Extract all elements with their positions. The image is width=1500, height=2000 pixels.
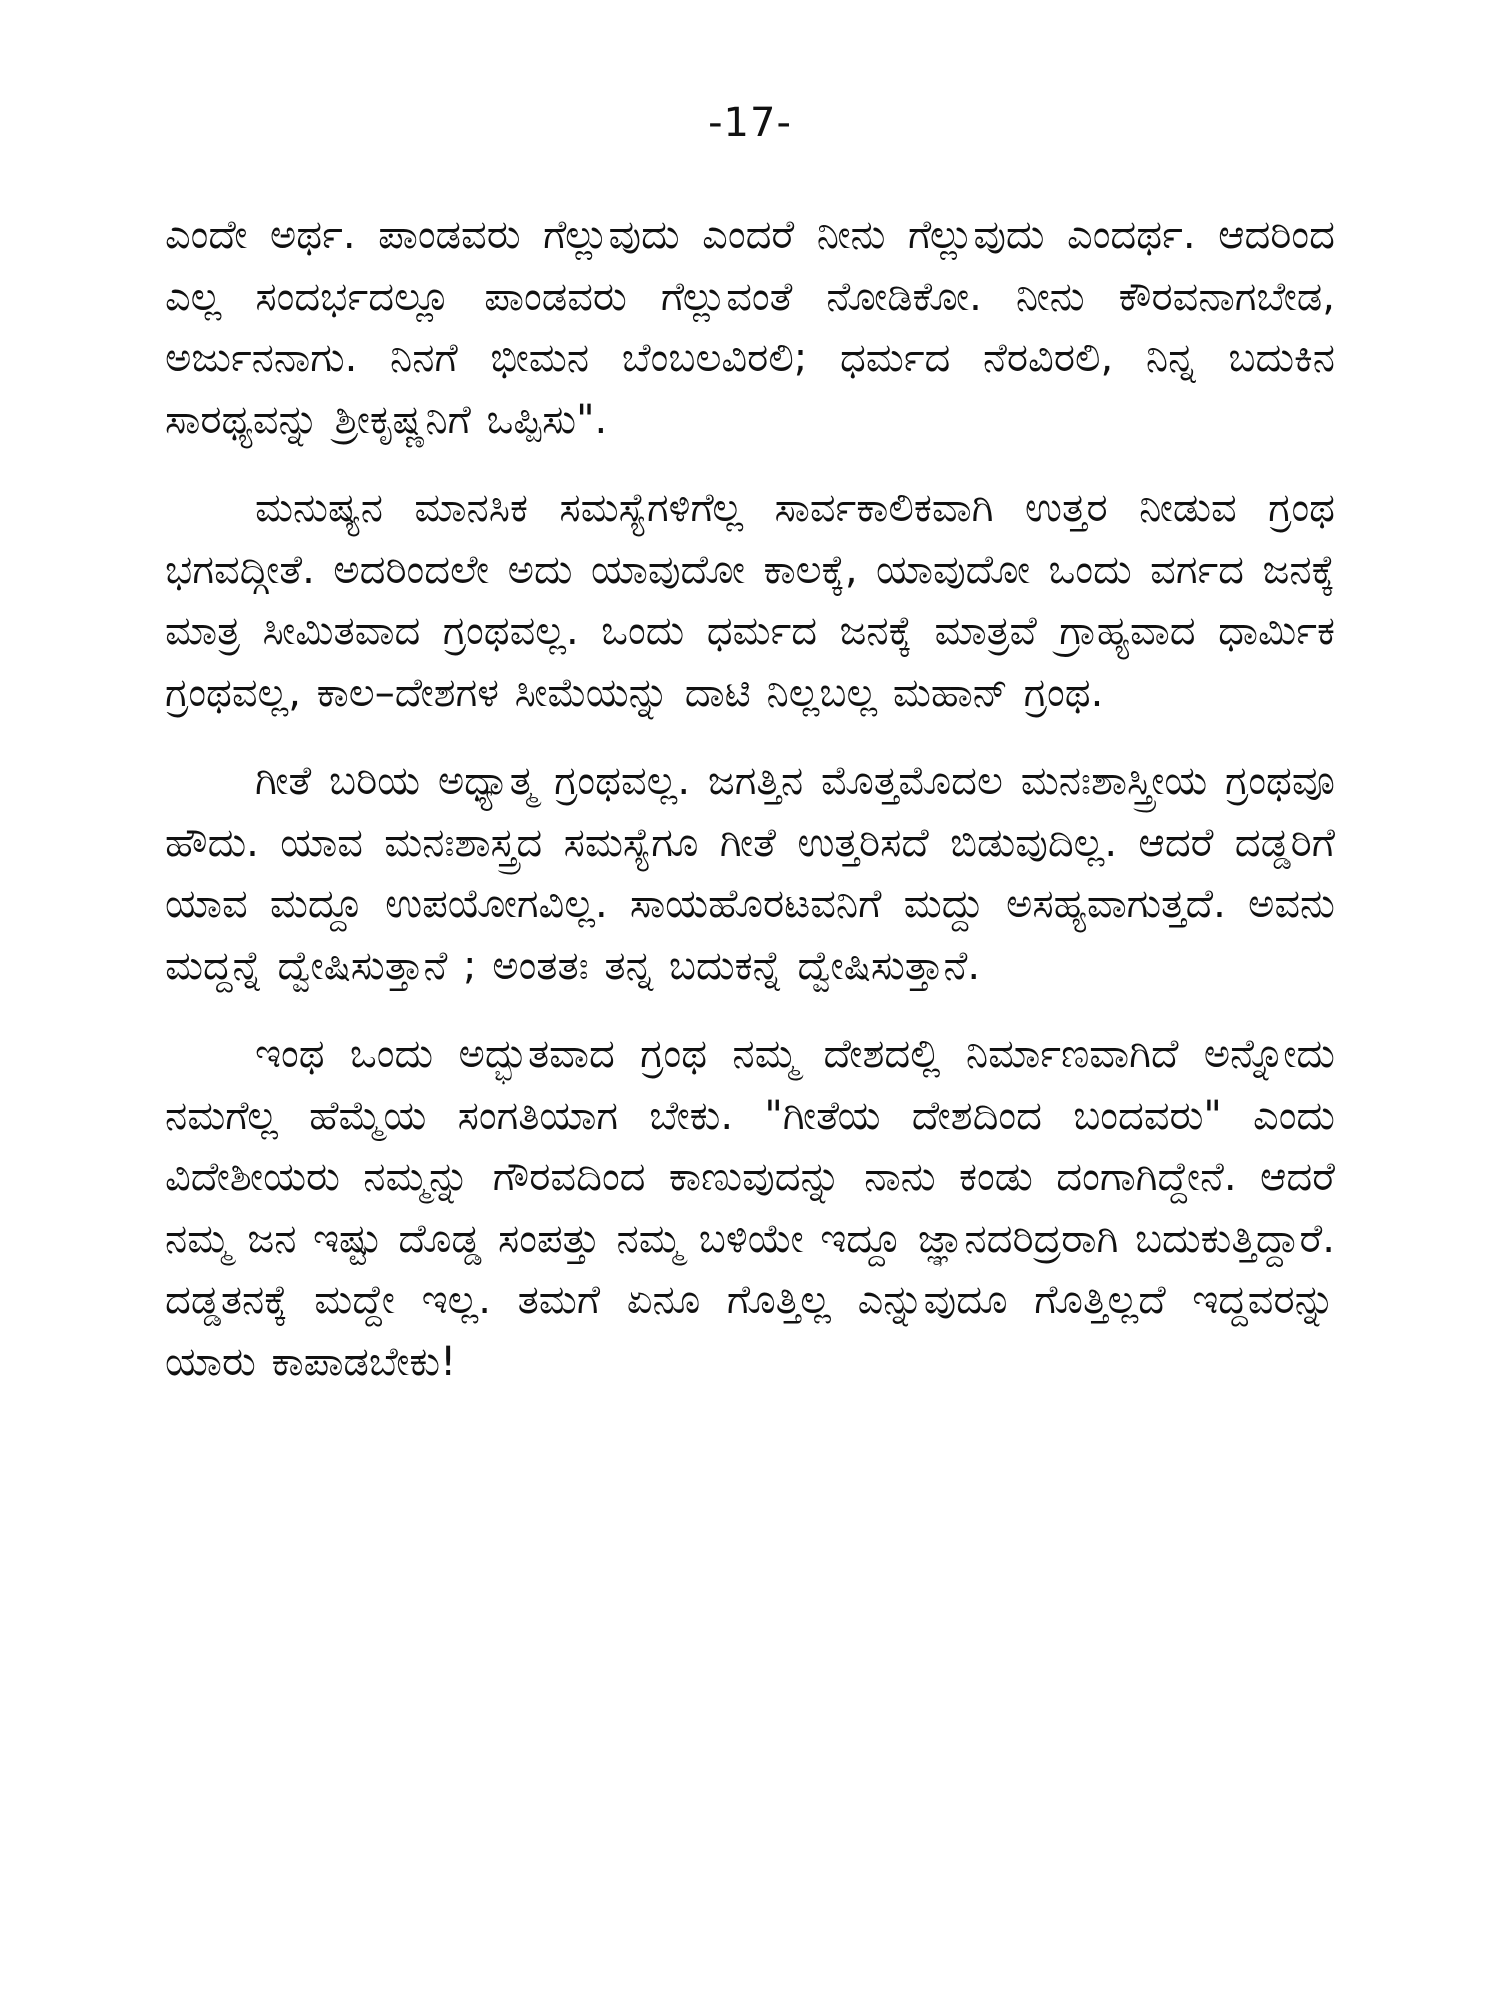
page-number: -17- <box>708 100 792 146</box>
body-text <box>165 205 1335 1420</box>
paragraph-bhagavad-gita-answers: ಮನುಷ್ಯನ ಮಾನಸಿಕ ಸಮಸ್ಯೆಗಳಿಗೆಲ್ಲ ಸಾರ್ವಕಾಲಿಕವಾಗಿ ಉತ್ತರ ನೀಡುವ ಗ್ರಂಥ ಭಗವದ್ಗೀತೆ. ಅದರಿಂದಲೇ ಅದು ಯಾವುದೋ ಕಾಲಕ್ಕೆ, ಯಾವುದೋ ಒಂದು ವರ್ಗದ ಜನಕ್ಕೆ ಮಾತ್ರ ಸೀಮಿತವಾದ ಗ್ರಂಥವಲ್ಲ. ಒಂದು ಧರ್ಮದ ಜನಕ್ಕೆ ಮಾತ್ರವೆ ಗ್ರಾಹ್ಯವಾದ ಧಾರ್ಮಿಕ ಗ್ರಂಥವಲ್ಲ, ಕಾಲ–ದೇಶಗಳ ಸೀಮೆಯನ್ನು ದಾಟಿ ನಿಲ್ಲಬಲ್ಲ ಮಹಾನ್ ಗ್ರಂಥ. <box>165 485 1335 716</box>
paragraph-national-pride: ಇಂಥ ಒಂದು ಅದ್ಭುತವಾದ ಗ್ರಂಥ ನಮ್ಮ ದೇಶದಲ್ಲಿ ನಿರ್ಮಾಣವಾಗಿದೆ ಅನ್ನೋದು ನಮಗೆಲ್ಲ ಹೆಮ್ಮೆಯ ಸಂಗತಿಯಾಗ ಬೇಕು. "ಗೀತೆಯ ದೇಶದಿಂದ ಬಂದವರು" ಎಂದು ವಿದೇಶೀಯರು ನಮ್ಮನ್ನು ಗೌರವದಿಂದ ಕಾಣುವುದನ್ನು ನಾನು ಕಂಡು ದಂಗಾಗಿದ್ದೇನೆ. ಆದರೆ ನಮ್ಮ ಜನ ಇಷ್ಟು ದೊಡ್ಡ ಸಂಪತ್ತು ನಮ್ಮ ಬಳಿಯೇ ಇದ್ದೂ ಜ್ಞಾನದರಿದ್ರರಾಗಿ ಬದುಕುತ್ತಿದ್ದಾರೆ. ದಡ್ಡತನಕ್ಕೆ ಮದ್ದೇ ಇಲ್ಲ. ತಮಗೆ ಏನೂ ಗೊತ್ತಿಲ್ಲ ಎನ್ನುವುದೂ ಗೊತ್ತಿಲ್ಲದೆ ಇದ್ದವರನ್ನು ಯಾರು ಕಾಪಾಡಬೇಕು! <box>165 1031 1335 1385</box>
paragraph-gita-psychology: ಗೀತೆ ಬರಿಯ ಅಧ್ಯಾತ್ಮ ಗ್ರಂಥವಲ್ಲ. ಜಗತ್ತಿನ ಮೊತ್ತಮೊದಲ ಮನಃಶಾಸ್ತ್ರೀಯ ಗ್ರಂಥವೂ ಹೌದು. ಯಾವ ಮನಃಶಾಸ್ತ್ರದ ಸಮಸ್ಯೆಗೂ ಗೀತೆ ಉತ್ತರಿಸದೆ ಬಿಡುವುದಿಲ್ಲ. ಆದರೆ ದಡ್ಡರಿಗೆ ಯಾವ ಮದ್ದೂ ಉಪಯೋಗವಿಲ್ಲ. ಸಾಯಹೊರಟವನಿಗೆ ಮದ್ದು ಅಸಹ್ಯವಾಗುತ್ತದೆ. ಅವನು ಮದ್ದನ್ನೆ ದ್ವೇಷಿಸುತ್ತಾನೆ ; ಅಂತತಃ ತನ್ನ ಬದುಕನ್ನೆ ದ್ವೇಷಿಸುತ್ತಾನೆ. <box>165 758 1335 989</box>
paragraph-continuation: ಎಂದೇ ಅರ್ಥ. ಪಾಂಡವರು ಗೆಲ್ಲುವುದು ಎಂದರೆ ನೀನು ಗೆಲ್ಲುವುದು ಎಂದರ್ಥ. ಆದರಿಂದ ಎಲ್ಲ ಸಂದರ್ಭದಲ್ಲೂ ಪಾಂಡವರು ಗೆಲ್ಲುವಂತೆ ನೋಡಿಕೋ. ನೀನು ಕೌರವನಾಗಬೇಡ, ಅರ್ಜುನನಾಗು. ನಿನಗೆ ಭೀಮನ ಬೆಂಬಲವಿರಲಿ; ಧರ್ಮದ ನೆರವಿರಲಿ, ನಿನ್ನ ಬದುಕಿನ ಸಾರಥ್ಯವನ್ನು ಶ್ರೀಕೃಷ್ಣನಿಗೆ ಒಪ್ಪಿಸು". <box>165 212 1335 443</box>
